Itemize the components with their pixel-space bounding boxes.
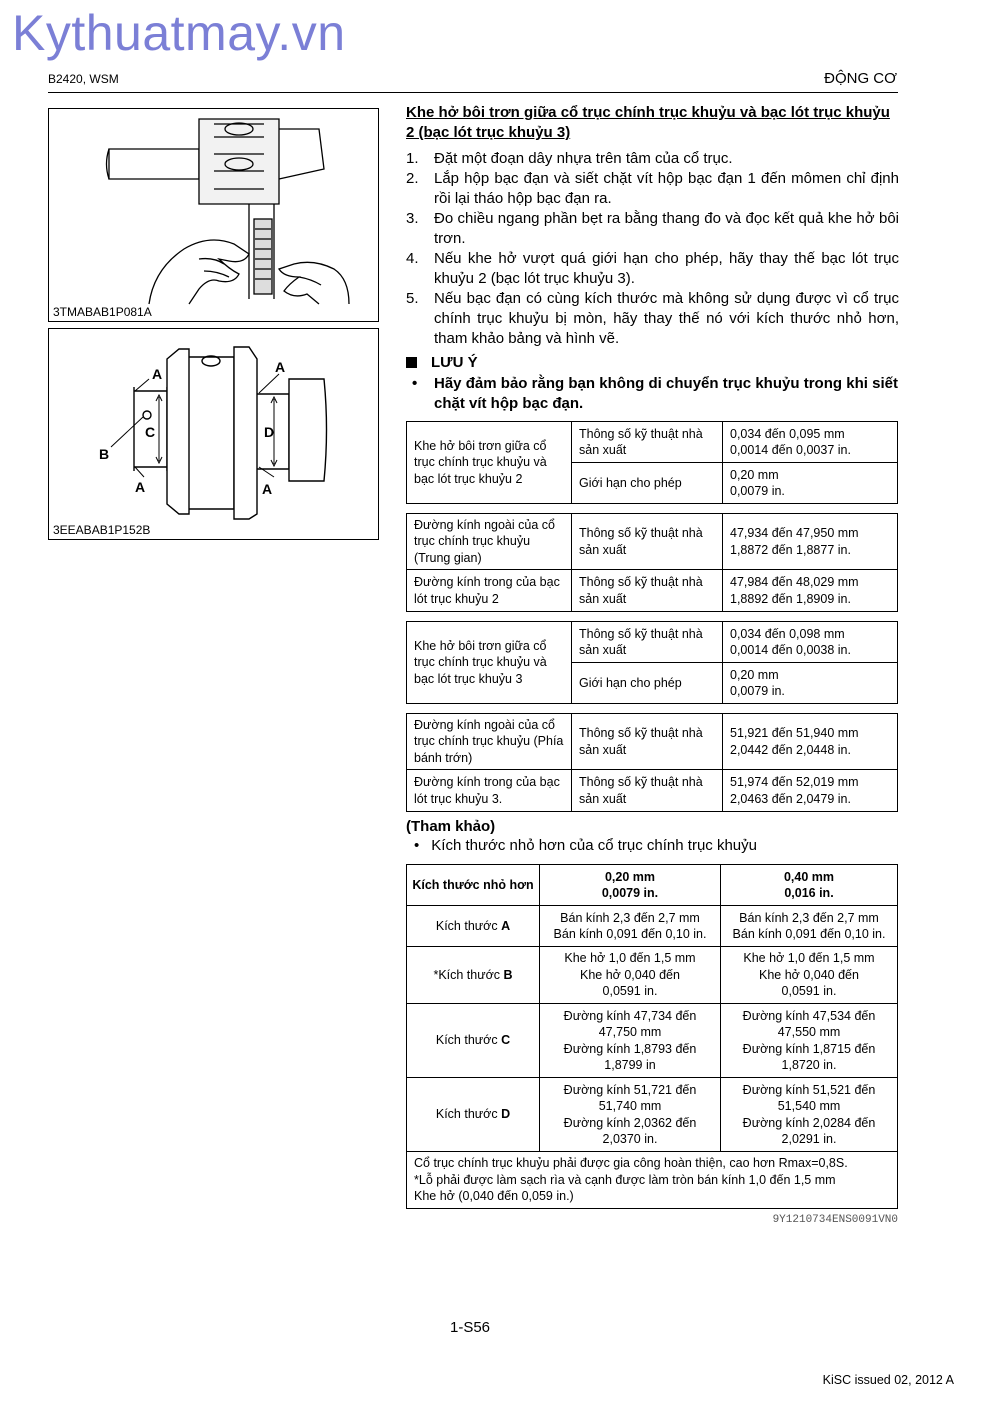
table-cell: Đường kính 47,534 đến 47,550 mm Đường kính 1,8715 đến 1,8720 in. — [721, 1004, 898, 1078]
table-row — [407, 1004, 898, 1078]
crank-journal-diagram — [49, 329, 378, 523]
figure-code: 3TMABAB1P081A — [53, 305, 152, 319]
spec-type: Giới hạn cho phép — [572, 463, 723, 504]
row-label: *Kích thước B — [407, 947, 540, 1004]
callout-a-bottom-left: A — [135, 479, 146, 495]
spec-type: Thông số kỹ thuật nhà sản xuất — [572, 714, 723, 770]
spec-label: Đường kính trong của bạc lót trục khuỷu 2 — [407, 570, 572, 612]
callout-d: D — [264, 424, 275, 440]
table-row — [407, 947, 898, 1004]
reference-subtitle: • Kích thước nhỏ hơn của cổ trục chính trục khuỷu — [414, 837, 757, 854]
spec-label: Đường kính ngoài của cổ trục chính trục khuỷu (Trung gian) — [407, 514, 572, 570]
crankshaft-measure-illustration — [49, 109, 378, 305]
figure-journal-dimensions — [48, 328, 379, 540]
spec-type: Thông số kỹ thuật nhà sản xuất — [572, 422, 723, 463]
table-row — [407, 906, 898, 947]
spec-label: Khe hở bôi trơn giữa cổ trục chính trục khuỷu và bạc lót trục khuỷu 2 — [407, 422, 572, 504]
spec-type: Giới hạn cho phép — [572, 663, 723, 704]
row-label: Kích thước C — [407, 1004, 540, 1078]
table-cell: Đường kính 51,721 đến 51,740 mm Đường kính 2,0362 đến 2,0370 in. — [540, 1078, 721, 1152]
spec-value: 0,034 đến 0,098 mm 0,0014 đến 0,0038 in. — [723, 622, 898, 663]
spec-label: Đường kính trong của bạc lót trục khuỷu 3. — [407, 770, 572, 812]
spec-value: 0,20 mm 0,0079 in. — [723, 663, 898, 704]
spec-label: Khe hở bôi trơn giữa cổ trục chính trục khuỷu và bạc lót trục khuỷu 3 — [407, 622, 572, 704]
note-title: LƯU Ý — [406, 354, 478, 371]
spec-type: Thông số kỹ thuật nhà sản xuất — [572, 570, 723, 612]
note-square-icon — [406, 357, 417, 368]
table-cell: Khe hở 1,0 đến 1,5 mm Khe hở 0,040 đến 0,0591 in. — [540, 947, 721, 1004]
table-cell: Bán kính 2,3 đến 2,7 mm Bán kính 0,091 đến 0,10 in. — [721, 906, 898, 947]
table-footnote-row — [407, 1152, 898, 1209]
callout-c: C — [145, 424, 156, 440]
table-cell: Bán kính 2,3 đến 2,7 mm Bán kính 0,091 đến 0,10 in. — [540, 906, 721, 947]
spec-label: Đường kính ngoài của cổ trục chính trục khuỷu (Phía bánh trớn) — [407, 714, 572, 770]
callout-a-top-left: A — [152, 366, 163, 382]
section-title: Khe hở bôi trơn giữa cổ trục chính trục khuỷu và bạc lót trục khuỷu 2 (bạc lót trục khuỷu 3) — [406, 104, 890, 141]
note-body: • Hãy đảm bảo rằng bạn không di chuyển trục khuỷu trong khi siết chặt vít hộp bạc đạn. — [412, 375, 898, 412]
spec-table-diameters-3 — [406, 713, 898, 812]
spec-table-clearance-2 — [406, 421, 898, 504]
bullet-icon: • — [414, 837, 420, 854]
table-cell: Đường kính 47,734 đến 47,750 mm Đường kính 1,8793 đến 1,8799 in — [540, 1004, 721, 1078]
step-item: 4. Nếu khe hở vượt quá giới hạn cho phép, hãy thay thế bạc lót trục khuỷu 2 (bạc lót trục khuỷu 3). — [406, 250, 899, 287]
spec-value: 0,034 đến 0,095 mm 0,0014 đến 0,0037 in. — [723, 422, 898, 463]
table-header: Kích thước nhỏ hơn — [407, 865, 540, 906]
header-section: ĐỘNG CƠ — [824, 70, 897, 87]
spec-type: Thông số kỹ thuật nhà sản xuất — [572, 514, 723, 570]
page-number: 1-S56 — [450, 1319, 491, 1336]
spec-value: 47,934 đến 47,950 mm 1,8872 đến 1,8877 in. — [723, 514, 898, 570]
spec-value: 47,984 đến 48,029 mm 1,8892 đến 1,8909 in. — [723, 570, 898, 612]
table-header: 0,20 mm 0,0079 in. — [540, 865, 721, 906]
table-header-row — [407, 865, 898, 906]
spec-value: 0,20 mm 0,0079 in. — [723, 463, 898, 504]
step-item: 5. Nếu bạc đạn có cùng kích thước mà không sử dụng được vì cổ trục chính trục khuỷu bị mòn, hãy thay thế nó với kích thước nhỏ hơn, tham khảo bảng và hình vẽ. — [406, 290, 899, 347]
spec-type: Thông số kỹ thuật nhà sản xuất — [572, 770, 723, 812]
table-cell: Khe hở 1,0 đến 1,5 mm Khe hở 0,040 đến 0,0591 in. — [721, 947, 898, 1004]
spec-table-clearance-3 — [406, 621, 898, 704]
reference-title: (Tham khảo) — [406, 818, 496, 835]
step-item: 1. Đặt một đoạn dây nhựa trên tâm của cổ trục. — [406, 150, 733, 167]
spec-type: Thông số kỹ thuật nhà sản xuất — [572, 622, 723, 663]
figure-plastigage-measure — [48, 108, 379, 322]
callout-b: B — [99, 446, 110, 462]
header-model: B2420, WSM — [48, 72, 119, 86]
procedure-steps — [406, 149, 899, 349]
table-row — [407, 1078, 898, 1152]
row-label: Kích thước A — [407, 906, 540, 947]
callout-a-bottom-right: A — [262, 481, 273, 497]
table-cell: Đường kính 51,521 đến 51,540 mm Đường kính 2,0284 đến 2,0291 in. — [721, 1078, 898, 1152]
spec-value: 51,974 đến 52,019 mm 2,0463 đến 2,0479 in. — [723, 770, 898, 812]
table-header: 0,40 mm 0,016 in. — [721, 865, 898, 906]
callout-a-top-right: A — [275, 359, 286, 375]
table-footnote: Cổ trục chính trục khuỷu phải được gia công hoàn thiện, cao hơn Rmax=0,8S. *Lỗ phải được làm sạch rìa và cạnh được làm tròn bán kính 1,0 đến 1,5 mm Khe hở (0,040 đến 0,059 in.) — [407, 1152, 898, 1209]
header-rule — [48, 92, 898, 93]
bullet-icon: • — [412, 375, 418, 392]
spec-table-diameters-2 — [406, 513, 898, 612]
step-item: 3. Đo chiều ngang phần bẹt ra bằng thang đo và đọc kết quả khe hở bôi trơn. — [406, 210, 899, 247]
row-label: Kích thước D — [407, 1078, 540, 1152]
step-item: 2. Lắp hộp bạc đạn và siết chặt vít hộp bạc đạn 1 đến mômen chỉ định rồi lại tháo hộp bạc đạn ra. — [406, 170, 899, 207]
watermark: Kythuatmay.vn — [12, 5, 346, 61]
spec-value: 51,921 đến 51,940 mm 2,0442 đến 2,0448 in. — [723, 714, 898, 770]
figure-code: 3EEABAB1P152B — [53, 523, 151, 537]
document-code: 9Y1210734ENS0091VN0 — [772, 1214, 898, 1226]
issue-info: KiSC issued 02, 2012 A — [822, 1373, 954, 1387]
undersize-table — [406, 864, 898, 1209]
